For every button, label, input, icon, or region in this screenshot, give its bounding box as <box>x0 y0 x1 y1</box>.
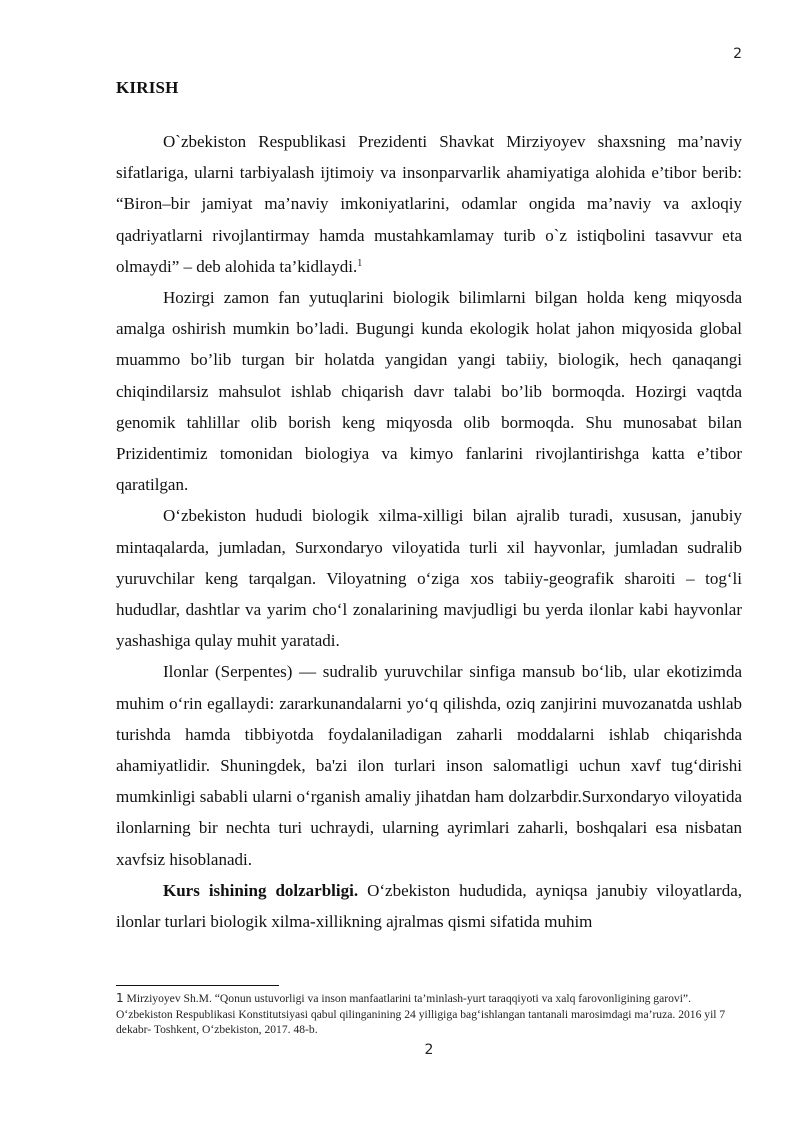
footnote-separator <box>116 985 279 986</box>
paragraph-3: O‘zbekiston hududi biologik xilma-xilligi bilan ajralib turadi, xususan, janubiy mintaqalarda, jumladan, Surxondaryo viloyatida turli xil hayvonlar, jumladan sudralib yuruvchilar keng tarqalgan. Viloyatning o‘ziga xos tabiiy-geografik sharoiti – tog‘li hududlar, dashtlar va yarim cho‘l zonalarining mavjudligi bu yerda ilonlar kabi hayvonlar yashashiga qulay muhit yaratadi. <box>116 506 742 651</box>
paragraph-5 <box>116 875 742 937</box>
footnote-mark: 1 <box>116 991 124 1005</box>
footnote-reference[interactable]: 1 <box>357 257 363 269</box>
paragraph-1 <box>116 126 742 282</box>
footnote-text: Mirziyoyev Sh.M. “Qonun ustuvorligi va inson manfaatlarini ta’minlash-yurt taraqqiyoti va xalq farovonligining garovi”. O‘zbekiston Respublikasi Konstitutsiyasi qabul qilinganining 24 yilligiga bag‘ishlangan tantanali marosimdagi ma’ruza. 2016 yil 7 dekabr- Toshkent, O‘zbekiston, 2017. 48-b. <box>116 992 726 1036</box>
paragraph-4: Ilonlar (Serpentes) — sudralib yuruvchilar sinfiga mansub bo‘lib, ular ekotizimda muhim o‘rin egallaydi: zararkunandalarni yo‘q qilishda, oziq zanjirini muvozanatda ushlab turishda hamda tibbiyotda foydalaniladigan zaharli moddalarni ishlab chiqarishda ahamiyatlidir. Shuningdek, ba'zi ilon turlari inson salomatligi uchun xavf tug‘dirishi mumkinligi sababli ularni o‘rganish amaliy jihatdan ham dolzarbdir.Surxondaryo viloyatida ilonlarning bir nechta turi uchraydi, ularning ayrimlari zaharli, boshqalari esa nisbatan xavfsiz hisoblanadi. <box>116 662 742 869</box>
page-number-top: 2 <box>733 46 742 62</box>
footnote <box>116 991 742 1038</box>
paragraph-2: Hozirgi zamon fan yutuqlarini biologik bilimlarni bilgan holda keng miqyosda amalga oshirish mumkin bo’ladi. Bugungi kunda ekologik holat jahon miqyosida global muammo bo’lib turgan bir holatda yangidan yangi tabiiy, biologik, hech qanaqangi chiqindilarsiz mahsulot ishlab chiqarish davr talabi bo’lib bormoqda. Hozirgi vaqtda genomik tahlillar olib borish keng miqyosda olib bormoqda. Shu munosabat bilan Prizidentimiz tomonidan biologiya va kimyo fanlarini rivojlantirishga katta e’tibor qaratilgan. <box>116 288 742 495</box>
paragraph-1-text: O`zbekiston Respublikasi Prezidenti Shavkat Mirziyoyev shaxsning ma’naviy sifatlariga, ularni tarbiyalash ijtimoiy va insonparvarlik ahamiyatiga alohida e’tibor berib: “Biron–bir jamiyat ma’naviy imkoniyatlarini, odamlar ongida ma’naviy va axloqiy qadriyatlarni rivojlantirmay hamda mustahkamlamay turib o`z istiqbolini tasavvur eta olmaydi” – deb alohida ta’kidlaydi. <box>116 132 742 276</box>
relevance-label: Kurs ishining dolzarbligi. <box>163 880 359 900</box>
page-number-bottom: 2 <box>424 1042 434 1058</box>
body-text <box>116 126 742 937</box>
section-heading: KIRISH <box>116 78 179 97</box>
paragraph-5-text: O‘zbekiston hududida, ayniqsa janubiy viloyatlarda, ilonlar turlari biologik xilma-xillikning ajralmas qismi sifatida muhim <box>116 880 742 932</box>
